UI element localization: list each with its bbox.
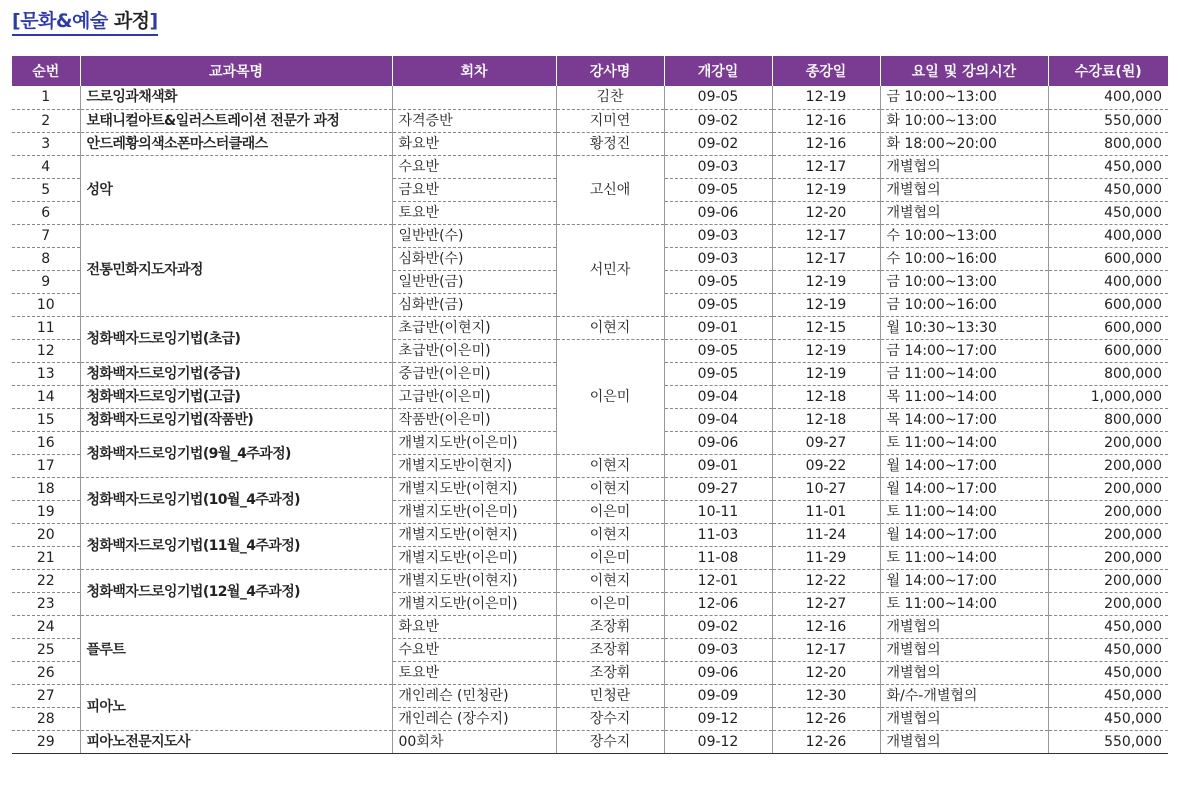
schedule-cell: 월 14:00~17:00	[880, 454, 1048, 477]
start-date-cell: 09-02	[664, 109, 772, 132]
session-cell: 금요반	[392, 178, 556, 201]
row-number: 25	[12, 638, 80, 661]
session-cell: 심화반(수)	[392, 247, 556, 270]
row-number: 4	[12, 155, 80, 178]
course-name-cell: 청화백자드로잉기법(중급)	[80, 362, 392, 385]
end-date-cell: 09-27	[772, 431, 880, 454]
schedule-cell: 토 11:00~14:00	[880, 592, 1048, 615]
course-name-cell: 안드레황의색소폰마스터클래스	[80, 132, 392, 155]
start-date-cell: 12-01	[664, 569, 772, 592]
header-fee: 수강료(원)	[1048, 56, 1168, 86]
header-teacher: 강사명	[556, 56, 664, 86]
fee-cell: 450,000	[1048, 707, 1168, 730]
fee-cell: 600,000	[1048, 293, 1168, 316]
start-date-cell: 09-03	[664, 155, 772, 178]
fee-cell: 600,000	[1048, 316, 1168, 339]
session-cell: 수요반	[392, 638, 556, 661]
table-row	[12, 569, 1168, 592]
end-date-cell: 12-16	[772, 615, 880, 638]
teacher-cell: 고신애	[556, 155, 664, 224]
session-cell: 개별지도반(이현지)	[392, 477, 556, 500]
start-date-cell: 09-12	[664, 707, 772, 730]
course-name-cell: 청화백자드로잉기법(11월_4주과정)	[80, 523, 392, 569]
header-end: 종강일	[772, 56, 880, 86]
start-date-cell: 09-04	[664, 385, 772, 408]
schedule-cell: 월 10:30~13:30	[880, 316, 1048, 339]
start-date-cell: 11-03	[664, 523, 772, 546]
end-date-cell: 12-19	[772, 362, 880, 385]
row-number: 17	[12, 454, 80, 477]
course-name-cell: 전통민화지도자과정	[80, 224, 392, 316]
session-cell: 토요반	[392, 661, 556, 684]
end-date-cell: 12-19	[772, 339, 880, 362]
course-name-cell: 청화백자드로잉기법(9월_4주과정)	[80, 431, 392, 477]
fee-cell: 1,000,000	[1048, 385, 1168, 408]
teacher-cell: 장수지	[556, 707, 664, 730]
session-cell: 개별지도반(이은미)	[392, 592, 556, 615]
row-number: 24	[12, 615, 80, 638]
row-number: 7	[12, 224, 80, 247]
end-date-cell: 11-24	[772, 523, 880, 546]
teacher-cell: 이은미	[556, 546, 664, 569]
session-cell: 개인레슨 (민청란)	[392, 684, 556, 707]
end-date-cell: 11-29	[772, 546, 880, 569]
row-number: 27	[12, 684, 80, 707]
session-cell: 개별지도반(이은미)	[392, 431, 556, 454]
start-date-cell: 09-06	[664, 431, 772, 454]
schedule-cell: 목 11:00~14:00	[880, 385, 1048, 408]
session-cell: 고급반(이은미)	[392, 385, 556, 408]
end-date-cell: 12-16	[772, 132, 880, 155]
schedule-cell: 금 11:00~14:00	[880, 362, 1048, 385]
course-name-cell: 피아노	[80, 684, 392, 730]
row-number: 16	[12, 431, 80, 454]
session-cell: 일반반(수)	[392, 224, 556, 247]
fee-cell: 400,000	[1048, 270, 1168, 293]
teacher-cell: 지미연	[556, 109, 664, 132]
start-date-cell: 09-02	[664, 615, 772, 638]
fee-cell: 600,000	[1048, 339, 1168, 362]
session-cell: 개별지도반(이현지)	[392, 569, 556, 592]
teacher-cell: 조장휘	[556, 638, 664, 661]
row-number: 23	[12, 592, 80, 615]
session-cell: 화요반	[392, 615, 556, 638]
schedule-cell: 화/수-개별협의	[880, 684, 1048, 707]
end-date-cell: 10-27	[772, 477, 880, 500]
fee-cell: 450,000	[1048, 615, 1168, 638]
fee-cell: 200,000	[1048, 569, 1168, 592]
schedule-cell: 개별협의	[880, 730, 1048, 753]
teacher-cell: 이은미	[556, 592, 664, 615]
teacher-cell: 이현지	[556, 316, 664, 339]
header-time: 요일 및 강의시간	[880, 56, 1048, 86]
fee-cell: 550,000	[1048, 730, 1168, 753]
session-cell: 개별지도반(이은미)	[392, 546, 556, 569]
table-row	[12, 86, 1168, 109]
table-row	[12, 684, 1168, 707]
teacher-cell: 조장휘	[556, 615, 664, 638]
course-table	[12, 56, 1168, 754]
session-cell: 중급반(이은미)	[392, 362, 556, 385]
row-number: 26	[12, 661, 80, 684]
session-cell: 심화반(금)	[392, 293, 556, 316]
start-date-cell: 09-27	[664, 477, 772, 500]
session-cell: 개인레슨 (장수지)	[392, 707, 556, 730]
row-number: 15	[12, 408, 80, 431]
table-header-row	[12, 56, 1168, 86]
schedule-cell: 개별협의	[880, 615, 1048, 638]
course-name-cell: 청화백자드로잉기법(작품반)	[80, 408, 392, 431]
title-bracket-open: [	[12, 10, 21, 32]
end-date-cell: 12-26	[772, 730, 880, 753]
fee-cell: 400,000	[1048, 86, 1168, 109]
table-row	[12, 155, 1168, 178]
row-number: 13	[12, 362, 80, 385]
course-name-cell: 드로잉과채색화	[80, 86, 392, 109]
row-number: 19	[12, 500, 80, 523]
schedule-cell: 개별협의	[880, 155, 1048, 178]
table-row	[12, 109, 1168, 132]
end-date-cell: 12-19	[772, 86, 880, 109]
session-cell: 초급반(이현지)	[392, 316, 556, 339]
row-number: 10	[12, 293, 80, 316]
teacher-cell: 이은미	[556, 339, 664, 454]
page-title	[12, 8, 158, 36]
session-cell: 작품반(이은미)	[392, 408, 556, 431]
teacher-cell: 이은미	[556, 500, 664, 523]
end-date-cell: 12-19	[772, 178, 880, 201]
fee-cell: 200,000	[1048, 546, 1168, 569]
title-prefix: 문화&예술	[20, 10, 108, 32]
start-date-cell: 09-05	[664, 293, 772, 316]
row-number: 22	[12, 569, 80, 592]
course-name-cell: 청화백자드로잉기법(초급)	[80, 316, 392, 362]
row-number: 6	[12, 201, 80, 224]
schedule-cell: 금 10:00~13:00	[880, 86, 1048, 109]
table-body	[12, 86, 1168, 753]
row-number: 18	[12, 477, 80, 500]
start-date-cell: 09-01	[664, 454, 772, 477]
row-number: 1	[12, 86, 80, 109]
teacher-cell: 황정진	[556, 132, 664, 155]
course-name-cell: 성악	[80, 155, 392, 224]
fee-cell: 200,000	[1048, 523, 1168, 546]
header-start: 개강일	[664, 56, 772, 86]
session-cell: 수요반	[392, 155, 556, 178]
end-date-cell: 12-19	[772, 293, 880, 316]
header-session: 회차	[392, 56, 556, 86]
fee-cell: 200,000	[1048, 431, 1168, 454]
end-date-cell: 12-30	[772, 684, 880, 707]
start-date-cell: 09-02	[664, 132, 772, 155]
fee-cell: 200,000	[1048, 454, 1168, 477]
start-date-cell: 10-11	[664, 500, 772, 523]
end-date-cell: 12-17	[772, 155, 880, 178]
end-date-cell: 09-22	[772, 454, 880, 477]
course-name-cell: 청화백자드로잉기법(12월_4주과정)	[80, 569, 392, 615]
fee-cell: 450,000	[1048, 201, 1168, 224]
schedule-cell: 금 10:00~13:00	[880, 270, 1048, 293]
session-cell: 개별지도반(이현지)	[392, 523, 556, 546]
table-row	[12, 615, 1168, 638]
fee-cell: 200,000	[1048, 477, 1168, 500]
session-cell: 개별지도반(이은미)	[392, 500, 556, 523]
session-cell: 개별지도반이현지)	[392, 454, 556, 477]
start-date-cell: 09-05	[664, 86, 772, 109]
end-date-cell: 12-18	[772, 385, 880, 408]
fee-cell: 200,000	[1048, 592, 1168, 615]
schedule-cell: 월 14:00~17:00	[880, 569, 1048, 592]
row-number: 3	[12, 132, 80, 155]
fee-cell: 800,000	[1048, 408, 1168, 431]
end-date-cell: 12-16	[772, 109, 880, 132]
course-name-cell: 피아노전문지도사	[80, 730, 392, 753]
schedule-cell: 토 11:00~14:00	[880, 546, 1048, 569]
schedule-cell: 수 10:00~16:00	[880, 247, 1048, 270]
table-row	[12, 316, 1168, 339]
table-row	[12, 132, 1168, 155]
start-date-cell: 09-05	[664, 339, 772, 362]
fee-cell: 800,000	[1048, 362, 1168, 385]
start-date-cell: 12-06	[664, 592, 772, 615]
row-number: 28	[12, 707, 80, 730]
row-number: 29	[12, 730, 80, 753]
start-date-cell: 09-03	[664, 224, 772, 247]
course-name-cell: 플루트	[80, 615, 392, 684]
end-date-cell: 12-19	[772, 270, 880, 293]
teacher-cell: 민청란	[556, 684, 664, 707]
course-name-cell: 청화백자드로잉기법(고급)	[80, 385, 392, 408]
course-name-cell: 청화백자드로잉기법(10월_4주과정)	[80, 477, 392, 523]
start-date-cell: 09-12	[664, 730, 772, 753]
end-date-cell: 11-01	[772, 500, 880, 523]
fee-cell: 450,000	[1048, 684, 1168, 707]
schedule-cell: 개별협의	[880, 638, 1048, 661]
end-date-cell: 12-18	[772, 408, 880, 431]
fee-cell: 400,000	[1048, 224, 1168, 247]
row-number: 14	[12, 385, 80, 408]
end-date-cell: 12-20	[772, 661, 880, 684]
start-date-cell: 09-05	[664, 362, 772, 385]
schedule-cell: 개별협의	[880, 178, 1048, 201]
fee-cell: 200,000	[1048, 500, 1168, 523]
start-date-cell: 09-04	[664, 408, 772, 431]
schedule-cell: 개별협의	[880, 201, 1048, 224]
teacher-cell: 서민자	[556, 224, 664, 316]
end-date-cell: 12-20	[772, 201, 880, 224]
title-suffix: 과정	[113, 10, 150, 32]
end-date-cell: 12-17	[772, 638, 880, 661]
header-no: 순번	[12, 56, 80, 86]
end-date-cell: 12-15	[772, 316, 880, 339]
start-date-cell: 09-05	[664, 270, 772, 293]
schedule-cell: 개별협의	[880, 707, 1048, 730]
schedule-cell: 개별협의	[880, 661, 1048, 684]
fee-cell: 450,000	[1048, 661, 1168, 684]
table-row	[12, 224, 1168, 247]
schedule-cell: 토 11:00~14:00	[880, 431, 1048, 454]
fee-cell: 800,000	[1048, 132, 1168, 155]
schedule-cell: 토 11:00~14:00	[880, 500, 1048, 523]
start-date-cell: 09-03	[664, 638, 772, 661]
start-date-cell: 09-09	[664, 684, 772, 707]
schedule-cell: 월 14:00~17:00	[880, 477, 1048, 500]
session-cell: 일반반(금)	[392, 270, 556, 293]
table-row	[12, 523, 1168, 546]
schedule-cell: 화 10:00~13:00	[880, 109, 1048, 132]
start-date-cell: 09-03	[664, 247, 772, 270]
start-date-cell: 09-05	[664, 178, 772, 201]
schedule-cell: 화 18:00~20:00	[880, 132, 1048, 155]
schedule-cell: 수 10:00~13:00	[880, 224, 1048, 247]
schedule-cell: 월 14:00~17:00	[880, 523, 1048, 546]
teacher-cell: 이현지	[556, 523, 664, 546]
course-name-cell: 보태니컬아트&일러스트레이션 전문가 과정	[80, 109, 392, 132]
end-date-cell: 12-22	[772, 569, 880, 592]
teacher-cell: 이현지	[556, 477, 664, 500]
row-number: 11	[12, 316, 80, 339]
session-cell: 자격증반	[392, 109, 556, 132]
start-date-cell: 09-06	[664, 661, 772, 684]
fee-cell: 450,000	[1048, 155, 1168, 178]
end-date-cell: 12-26	[772, 707, 880, 730]
start-date-cell: 11-08	[664, 546, 772, 569]
schedule-cell: 금 10:00~16:00	[880, 293, 1048, 316]
end-date-cell: 12-27	[772, 592, 880, 615]
fee-cell: 450,000	[1048, 638, 1168, 661]
row-number: 8	[12, 247, 80, 270]
session-cell: 토요반	[392, 201, 556, 224]
end-date-cell: 12-17	[772, 224, 880, 247]
header-course: 교과목명	[80, 56, 392, 86]
row-number: 9	[12, 270, 80, 293]
fee-cell: 450,000	[1048, 178, 1168, 201]
row-number: 20	[12, 523, 80, 546]
end-date-cell: 12-17	[772, 247, 880, 270]
row-number: 21	[12, 546, 80, 569]
row-number: 12	[12, 339, 80, 362]
schedule-cell: 금 14:00~17:00	[880, 339, 1048, 362]
session-cell: 초급반(이은미)	[392, 339, 556, 362]
session-cell: 00회차	[392, 730, 556, 753]
row-number: 5	[12, 178, 80, 201]
teacher-cell: 조장휘	[556, 661, 664, 684]
table-row	[12, 477, 1168, 500]
schedule-cell: 목 14:00~17:00	[880, 408, 1048, 431]
teacher-cell: 이현지	[556, 454, 664, 477]
fee-cell: 600,000	[1048, 247, 1168, 270]
teacher-cell: 김찬	[556, 86, 664, 109]
start-date-cell: 09-06	[664, 201, 772, 224]
table-row	[12, 730, 1168, 753]
teacher-cell: 장수지	[556, 730, 664, 753]
session-cell	[392, 86, 556, 109]
start-date-cell: 09-01	[664, 316, 772, 339]
session-cell: 화요반	[392, 132, 556, 155]
teacher-cell: 이현지	[556, 569, 664, 592]
title-bracket-close: ]	[149, 10, 158, 32]
fee-cell: 550,000	[1048, 109, 1168, 132]
row-number: 2	[12, 109, 80, 132]
